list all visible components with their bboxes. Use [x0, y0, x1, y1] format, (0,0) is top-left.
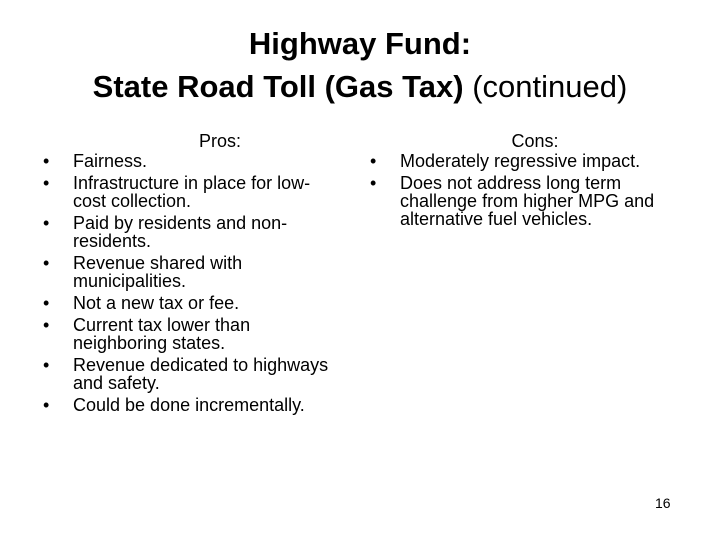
pros-item-text: Paid by residents and non-residents.: [73, 213, 288, 251]
pros-item-text: Infrastructure in place for low-cost collection.: [73, 173, 311, 211]
pros-heading: Pros:: [198, 131, 241, 151]
cons-item: [370, 174, 670, 228]
pros-list: [43, 152, 338, 418]
pros-item-text: Revenue shared with municipalities.: [73, 253, 243, 291]
page-number: 16: [655, 495, 671, 511]
bullet-icon: •: [43, 173, 50, 193]
pros-item: [43, 294, 338, 312]
pros-item: [43, 396, 338, 414]
pros-item-text: Fairness.: [73, 151, 148, 171]
pros-item-text: Not a new tax or fee.: [73, 293, 240, 313]
title-line-2-main: State Road Toll (Gas Tax): [92, 69, 464, 104]
title-line-1: Highway Fund:: [248, 26, 472, 61]
bullet-icon: •: [43, 213, 50, 233]
pros-item: [43, 316, 338, 352]
cons-list: [370, 152, 670, 232]
bullet-icon: •: [43, 395, 50, 415]
bullet-icon: •: [43, 253, 50, 273]
bullet-icon: •: [43, 293, 50, 313]
bullet-icon: •: [43, 315, 50, 335]
cons-item: [370, 152, 670, 170]
pros-item: [43, 356, 338, 392]
bullet-icon: •: [43, 355, 50, 375]
cons-item-text: Does not address long term challenge from higher MPG and alternative fuel vehicles.: [400, 173, 655, 229]
pros-item: [43, 214, 338, 250]
slide-title: [0, 22, 720, 108]
pros-item-text: Current tax lower than neighboring states.: [73, 315, 251, 353]
pros-item: [43, 152, 338, 170]
title-line-2: [0, 65, 720, 108]
cons-heading: Cons:: [511, 131, 559, 151]
cons-item-text: Moderately regressive impact.: [400, 151, 641, 171]
pros-item: [43, 174, 338, 210]
pros-item-text: Revenue dedicated to highways and safety.: [73, 355, 329, 393]
pros-item-text: Could be done incrementally.: [73, 395, 305, 415]
pros-item: [43, 254, 338, 290]
title-line-2-suffix: (continued): [472, 69, 628, 104]
bullet-icon: •: [370, 151, 377, 171]
bullet-icon: •: [43, 151, 50, 171]
bullet-icon: •: [370, 173, 377, 193]
